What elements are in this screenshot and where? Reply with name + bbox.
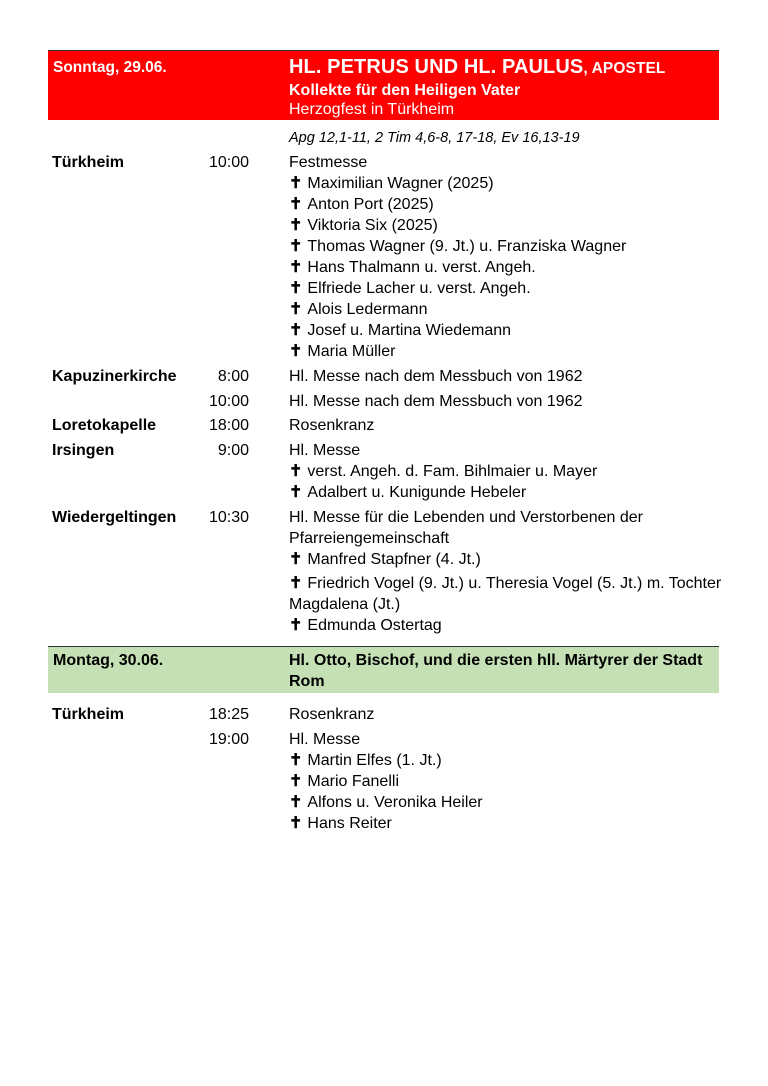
day-date: Montag, 30.06.: [53, 652, 164, 669]
cross-icon: ✝: [289, 752, 303, 769]
cross-icon: ✝: [289, 343, 303, 360]
day-header-monday: [48, 646, 719, 693]
cross-icon: ✝: [289, 484, 303, 501]
cross-icon: ✝: [289, 259, 303, 276]
service-description: [289, 366, 724, 387]
day-titles: [289, 650, 714, 692]
intention-item: ✝ Manfred Stapfner (4. Jt.): [289, 551, 481, 568]
service-time: 8:00: [217, 368, 249, 385]
cross-icon: ✝: [289, 217, 303, 234]
service-time: 9:00: [217, 442, 249, 459]
service-place: Wiedergeltingen: [52, 509, 177, 526]
intention-item: ✝ Mario Fanelli: [289, 773, 399, 790]
intention-item: ✝ Edmunda Ostertag: [289, 617, 442, 634]
day-date: Sonntag, 29.06.: [53, 59, 167, 76]
day-header-sunday: [48, 50, 719, 120]
intention-item: ✝ Hans Thalmann u. verst. Angeh.: [289, 259, 536, 276]
feast-title-suffix: , APOSTEL: [583, 60, 666, 77]
feast-title: Hl. Otto, Bischof, und die ersten hll. Märtyrer der Stadt Rom: [289, 652, 703, 690]
intention-item: ✝ Maximilian Wagner (2025): [289, 175, 494, 192]
intention-item: ✝ Martin Elfes (1. Jt.): [289, 752, 442, 769]
service-title: Rosenkranz: [289, 417, 375, 434]
service-title: Hl. Messe nach dem Messbuch von 1962: [289, 393, 583, 410]
intention-item: ✝ Adalbert u. Kunigunde Hebeler: [289, 484, 527, 501]
service-title: Hl. Messe: [289, 731, 361, 748]
service-place: Kapuzinerkirche: [52, 368, 177, 385]
intention-item: ✝ Alois Ledermann: [289, 301, 428, 318]
service-title: Rosenkranz: [289, 706, 375, 723]
cross-icon: ✝: [289, 794, 303, 811]
cross-icon: ✝: [289, 773, 303, 790]
event-note: Herzogfest in Türkheim: [289, 101, 455, 118]
feast-title-main: HL. PETRUS UND HL. PAULUS: [289, 56, 584, 78]
service-title: Hl. Messe für die Lebenden und Verstorbenen der Pfarreiengemeinschaft: [289, 509, 644, 547]
service-time: 10:30: [208, 509, 249, 526]
service-description: [289, 152, 724, 362]
service-title: Hl. Messe nach dem Messbuch von 1962: [289, 368, 583, 385]
intention-item: ✝ Maria Müller: [289, 343, 396, 360]
intention-item: ✝ Viktoria Six (2025): [289, 217, 438, 234]
service-place: Loretokapelle: [52, 417, 157, 434]
service-description: [289, 507, 724, 636]
service-time: 10:00: [208, 393, 249, 410]
service-description: [289, 704, 724, 725]
service-description: [289, 729, 724, 834]
service-time: 18:00: [208, 417, 249, 434]
intention-item: ✝ Anton Port (2025): [289, 196, 434, 213]
intention-item: ✝ verst. Angeh. d. Fam. Bihlmaier u. Mayer: [289, 463, 598, 480]
feast-title: [289, 55, 714, 81]
cross-icon: ✝: [289, 551, 303, 568]
service-description: [289, 440, 724, 503]
cross-icon: ✝: [289, 463, 303, 480]
cross-icon: ✝: [289, 175, 303, 192]
service-time: 19:00: [208, 731, 249, 748]
cross-icon: ✝: [289, 196, 303, 213]
intention-item: ✝ Hans Reiter: [289, 815, 392, 832]
scripture-readings: Apg 12,1-11, 2 Tim 4,6-8, 17-18, Ev 16,13-19: [289, 130, 580, 146]
service-time: 18:25: [208, 706, 249, 723]
intention-item: ✝ Elfriede Lacher u. verst. Angeh.: [289, 280, 531, 297]
cross-icon: ✝: [289, 301, 303, 318]
cross-icon: ✝: [289, 815, 303, 832]
cross-icon: ✝: [289, 238, 303, 255]
cross-icon: ✝: [289, 575, 303, 592]
cross-icon: ✝: [289, 617, 303, 634]
service-place: Irsingen: [52, 442, 115, 459]
cross-icon: ✝: [289, 322, 303, 339]
collection-note: Kollekte für den Heiligen Vater: [289, 82, 521, 99]
intention-item: ✝ Friedrich Vogel (9. Jt.) u. Theresia Vogel (5. Jt.) m. Tochter Magdalena (Jt.): [289, 575, 722, 613]
service-title: Festmesse: [289, 154, 368, 171]
service-description: [289, 415, 724, 436]
intention-item: ✝ Thomas Wagner (9. Jt.) u. Franziska Wagner: [289, 238, 627, 255]
intention-item: ✝ Josef u. Martina Wiedemann: [289, 322, 512, 339]
intention-item: ✝ Alfons u. Veronika Heiler: [289, 794, 483, 811]
cross-icon: ✝: [289, 280, 303, 297]
service-place: Türkheim: [52, 706, 125, 723]
service-place: Türkheim: [52, 154, 125, 171]
day-titles: [289, 55, 714, 119]
service-title: Hl. Messe: [289, 442, 361, 459]
service-description: [289, 391, 724, 412]
service-time: 10:00: [208, 154, 249, 171]
